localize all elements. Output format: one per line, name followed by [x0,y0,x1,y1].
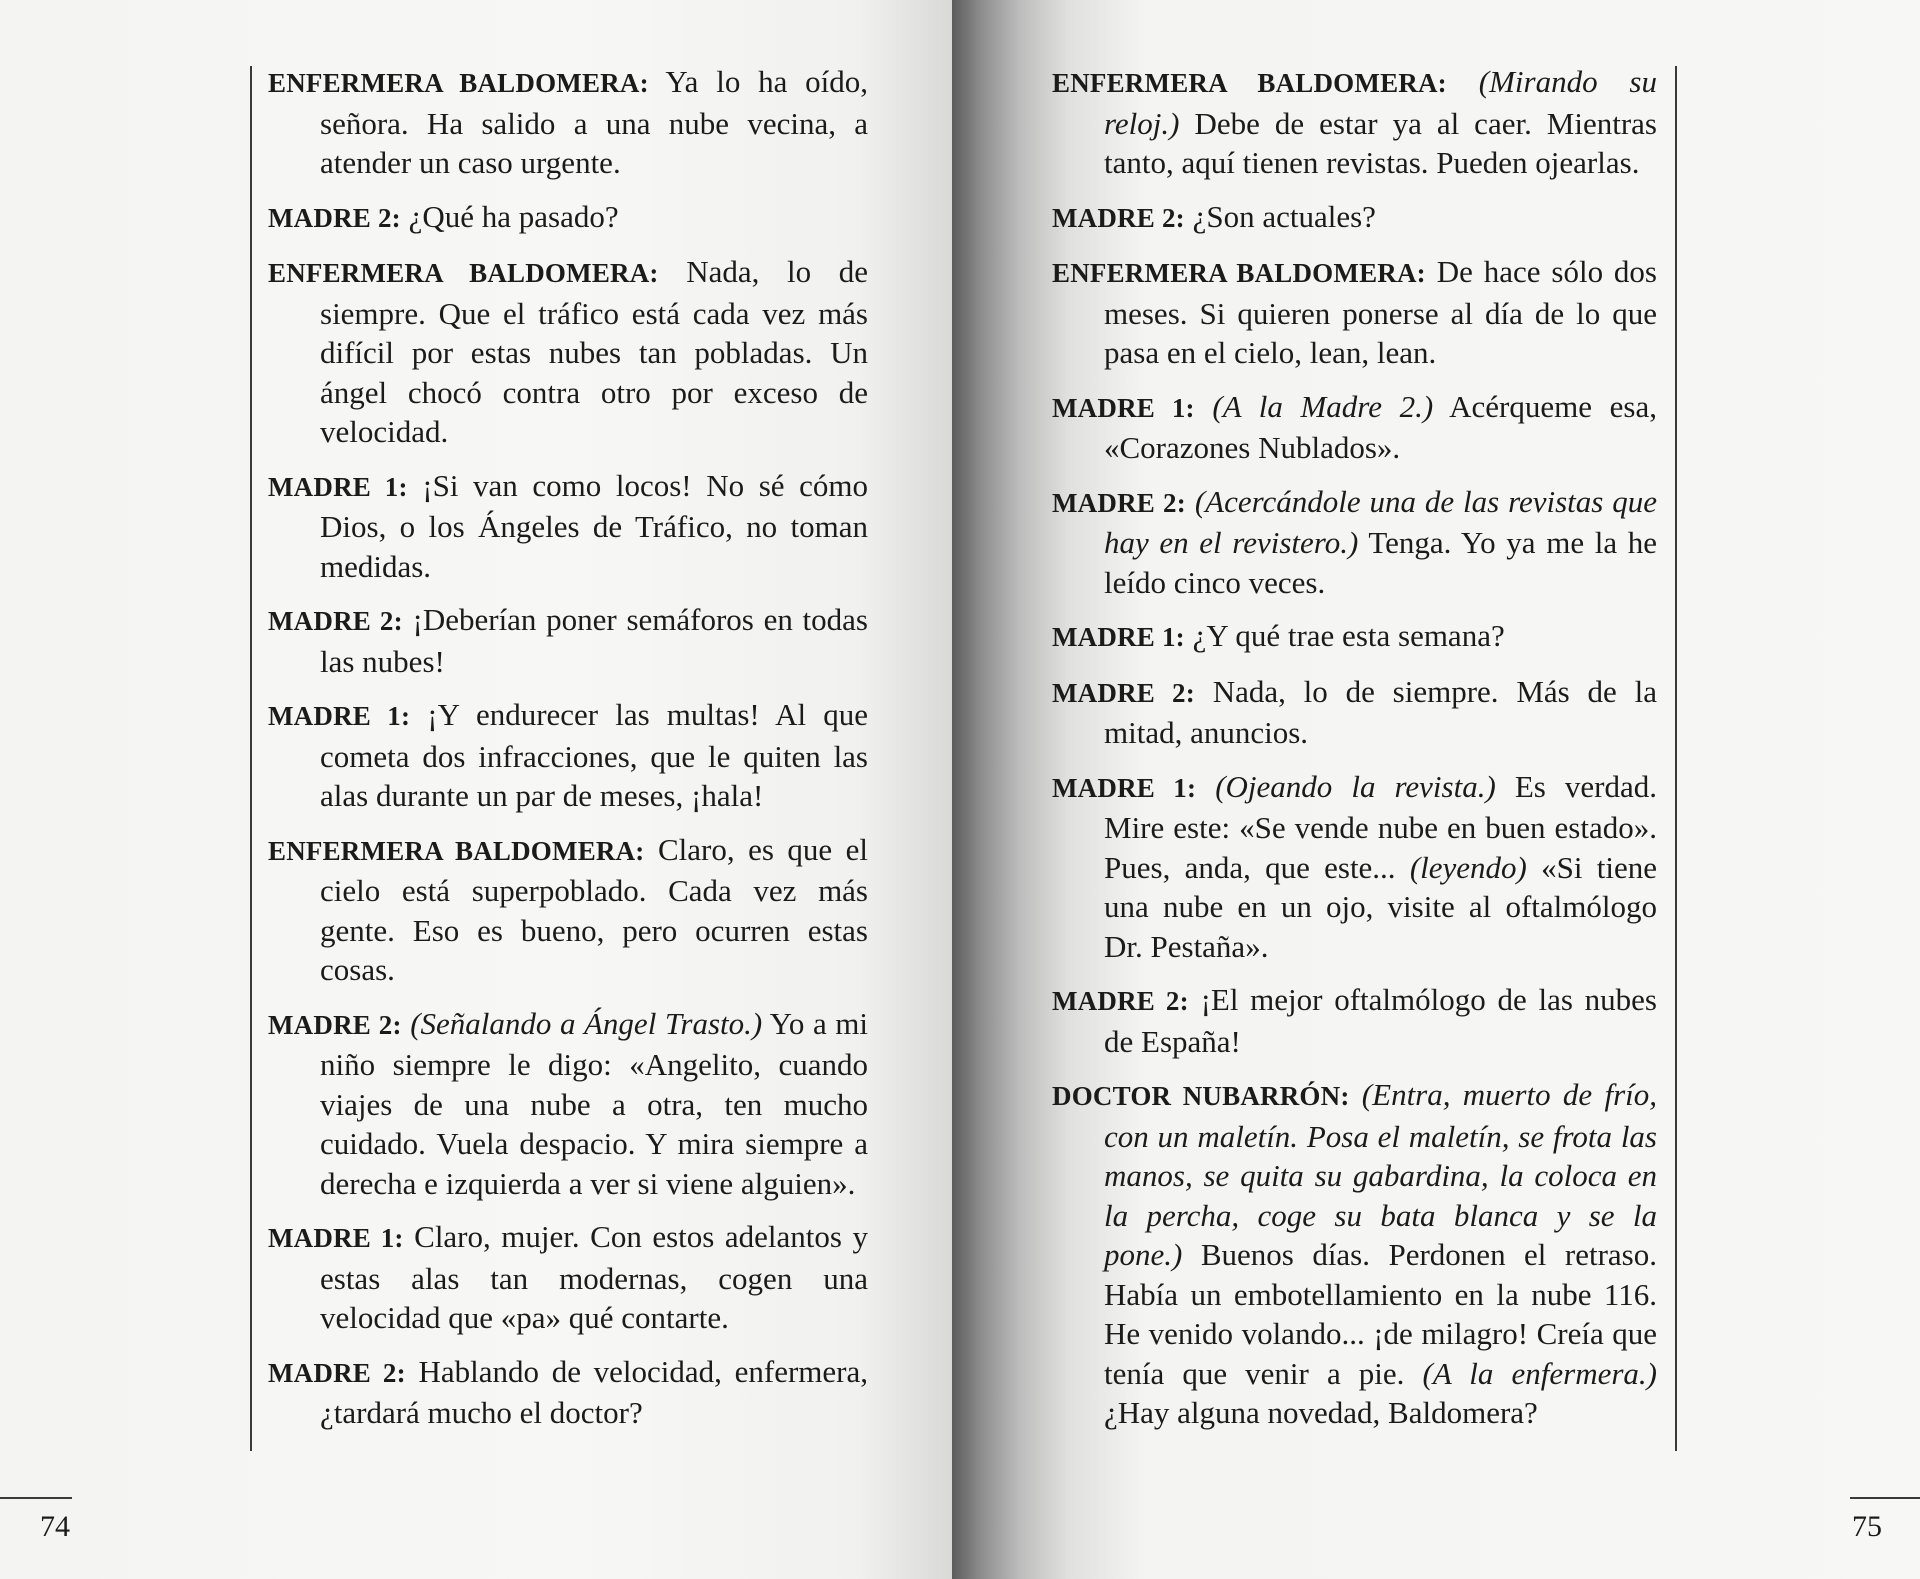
dialogue-entry [1052,197,1657,239]
stage-direction: (Acercándole una de las revistas que hay en el revistero.) [1104,483,1657,560]
speaker-name: MADRE 1: [1052,622,1185,652]
speaker-name: DOCTOR NUBARRÓN: [1052,1081,1350,1111]
right-page [952,0,1920,1579]
speaker-name: ENFERMERA BALDOMERA: [268,68,649,98]
dialogue-text: ¡El mejor oftalmólogo de las nubes de España! [1104,982,1657,1059]
dialogue-text: ¡Si van como locos! No sé cómo Dios, o los Ángeles de Tráfico, no toman medidas. [320,467,868,584]
dialogue-entry [1052,672,1657,753]
dialogue-text: Claro, es que el cielo está superpoblado. Cada vez más gente. Eso es bueno, pero ocurren estas cosas. [320,831,869,987]
left-page-number: 74 [40,1510,70,1543]
dialogue-text: ¿Y qué trae esta semana? [1184,618,1505,653]
dialogue-text: Buenos días. Perdonen el retraso. Había un embotellamiento en la nube 116. He venido volando... ¡de milagro! Creía que tenía que venir a pie. [1104,1237,1657,1391]
left-dialogue-column [268,62,868,1447]
dialogue-text: Yo a mi niño siempre le digo: «Angelito, cuando viajes de una nube a otra, ten mucho cuidado. Vuela despacio. Y mira siempre a derecha e izquierda a ver si viene alguien». [320,1005,868,1201]
speaker-name: MADRE 1: [268,471,408,502]
dialogue-text: Ya lo ha oído, señora. Ha salido a una nube vecina, a atender un caso urgente. [320,64,868,180]
dialogue-entry [1052,767,1657,967]
dialogue-text: Tenga. Yo ya me la he leído cinco veces. [1104,525,1657,600]
stage-direction: (Ojeando la revista.) [1196,768,1496,804]
dialogue-text: ¡Y endurecer las multas! Al que cometa dos infracciones, que le quiten las alas durante un par de meses, ¡hala! [320,697,868,813]
dialogue-entry [1052,1075,1657,1433]
speaker-name: MADRE 2: [1052,986,1189,1016]
dialogue-text: Claro, mujer. Con estos adelantos y estas alas tan modernas, cogen una velocidad que «pa» qué contarte. [320,1219,868,1335]
right-column-rule [1675,66,1677,1451]
speaker-name: MADRE 2: [268,1357,406,1388]
speaker-name: MADRE 2: [1052,202,1185,233]
stage-direction: (A la enfermera.) [1404,1355,1657,1391]
dialogue-entry [268,830,868,990]
dialogue-entry [268,466,868,587]
dialogue-entry [1052,252,1657,373]
stage-direction: (A la Madre 2.) [1194,388,1434,424]
dialogue-text: Nada, lo de siempre. Más de la mitad, anuncios. [1104,673,1657,750]
right-dialogue-column [1052,62,1657,1447]
dialogue-text: ¿Son actuales? [1184,198,1376,234]
speaker-name: MADRE 1: [268,701,411,731]
speaker-name: MADRE 1: [1052,772,1197,803]
dialogue-entry [1052,62,1657,183]
speaker-name: MADRE 2: [268,606,403,636]
speaker-name: MADRE 1: [268,1223,404,1253]
speaker-name: MADRE 2: [268,202,401,233]
dialogue-entry [1052,482,1657,603]
dialogue-entry [268,252,868,452]
dialogue-text: Acérqueme esa, «Corazones Nublados». [1104,388,1657,465]
speaker-name: MADRE 2: [268,1009,402,1040]
dialogue-entry [268,695,868,816]
left-column-rule [250,66,252,1451]
dialogue-text: ¿Qué ha pasado? [400,198,619,234]
stage-direction: (Mirando su reloj.) [1104,64,1657,141]
dialogue-entry [1052,616,1657,658]
dialogue-text: ¡Deberían poner semáforos en todas las nubes! [320,602,868,679]
speaker-name: ENFERMERA BALDOMERA: [268,258,659,288]
dialogue-text: ¿Hay alguna novedad, Baldomera? [1104,1395,1538,1430]
speaker-name: ENFERMERA BALDOMERA: [268,835,645,866]
dialogue-text: De hace sólo dos meses. Si quieren ponerse al día de lo que pasa en el cielo, lean, lean. [1104,254,1657,370]
speaker-name: ENFERMERA BALDOMERA: [1052,258,1426,288]
right-page-number: 75 [1852,1510,1882,1543]
stage-direction: (leyendo) [1395,849,1527,885]
dialogue-entry [1052,980,1657,1061]
dialogue-entry [1052,387,1657,468]
speaker-name: MADRE 2: [1052,677,1195,708]
dialogue-entry [268,62,868,183]
dialogue-entry [268,1217,868,1338]
dialogue-entry [268,197,868,239]
dialogue-text: Hablando de velocidad, enfermera, ¿tardará mucho el doctor? [320,1353,868,1430]
dialogue-text: Debe de estar ya al caer. Mientras tanto, aquí tienen revistas. Pueden ojearlas. [1104,105,1657,180]
stage-direction: (Entra, muerto de frío, con un maletín. Posa el maletín, se frota las manos, se quita su gabardina, la coloca en la percha, coge su bata blanca y se la pone.) [1104,1077,1657,1272]
dialogue-entry [268,600,868,681]
dialogue-text: «Si tiene una nube en un ojo, visite al oftalmólogo Dr. Pestaña». [1104,849,1657,964]
speaker-name: MADRE 1: [1052,392,1195,423]
left-page [0,0,952,1579]
stage-direction: (Señalando a Ángel Trasto.) [401,1005,763,1041]
dialogue-entry [268,1004,868,1204]
dialogue-entry [268,1352,868,1433]
dialogue-text: Nada, lo de siempre. Que el tráfico está cada vez más difícil por estas nubes tan pobladas. Un ángel chocó contra otro por exceso de velocidad. [320,254,868,449]
speaker-name: MADRE 2: [1052,487,1186,518]
left-footer-rule [0,1497,72,1499]
dialogue-text: Es verdad. Mire este: «Se vende nube en buen estado». Pues, anda, que este... [1104,768,1657,885]
right-footer-rule [1850,1497,1920,1499]
speaker-name: ENFERMERA BALDOMERA: [1052,68,1447,98]
